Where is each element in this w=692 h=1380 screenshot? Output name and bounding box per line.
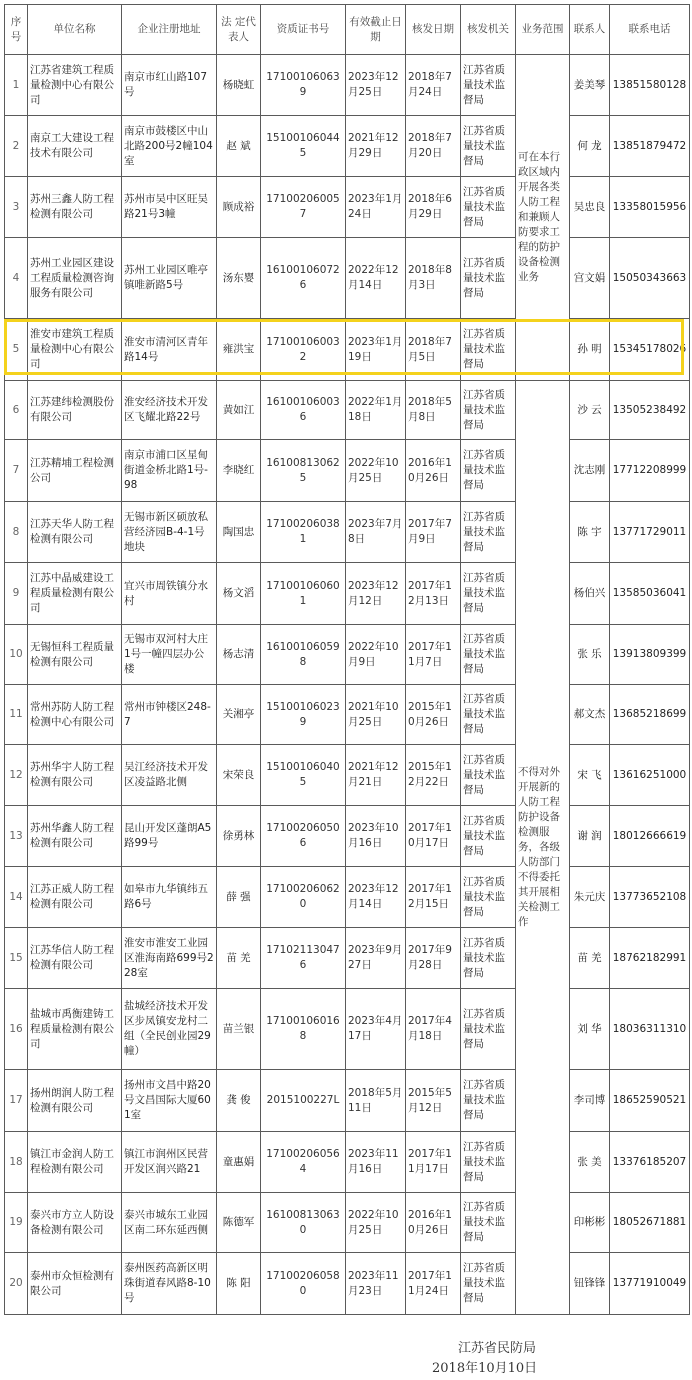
cell-issue-date: 2018年7月20日 — [406, 116, 461, 177]
cell-contact: 宋 飞 — [570, 745, 610, 806]
cell-no: 13 — [5, 806, 28, 867]
cell-issue-date: 2018年5月8日 — [406, 381, 461, 440]
cell-certificate: 151001060445 — [261, 116, 346, 177]
cell-expiry: 2022年12月14日 — [346, 238, 406, 319]
cell-contact: 李司博 — [570, 1070, 610, 1132]
table-row — [5, 1253, 690, 1315]
cell-address: 淮安经济技术开发区飞耀北路22号 — [122, 381, 217, 440]
cell-representative: 汤东婴 — [217, 238, 261, 319]
table-row — [5, 806, 690, 867]
cell-phone: 13358015956 — [610, 177, 690, 238]
cell-issue-date: 2017年12月13日 — [406, 563, 461, 625]
cell-contact: 何 龙 — [570, 116, 610, 177]
table-row — [5, 989, 690, 1070]
cell-phone: 13685218699 — [610, 685, 690, 745]
cell-representative: 徐勇林 — [217, 806, 261, 867]
cell-no: 8 — [5, 502, 28, 563]
cell-certificate: 171002060381 — [261, 502, 346, 563]
cell-contact: 苗 羌 — [570, 928, 610, 989]
cell-representative: 陈德军 — [217, 1193, 261, 1253]
cell-name: 江苏华信人防工程检测有限公司 — [28, 928, 122, 989]
cell-address: 无锡市双河村大庄1号一幢四层办公楼 — [122, 625, 217, 685]
header-certificate: 资质证书号 — [261, 5, 346, 55]
cell-expiry: 2023年10月16日 — [346, 806, 406, 867]
cell-authority: 江苏省质量技术监督局 — [461, 319, 516, 381]
table-row — [5, 563, 690, 625]
cell-address: 昆山开发区蓬朗A5路99号 — [122, 806, 217, 867]
cell-address: 扬州市文昌中路20号文昌国际大厦601室 — [122, 1070, 217, 1132]
cell-contact: 杨伯兴 — [570, 563, 610, 625]
cell-expiry: 2023年9月27日 — [346, 928, 406, 989]
cell-contact: 姜美琴 — [570, 55, 610, 116]
table-row — [5, 319, 690, 381]
footer-date: 2018年10月10日 — [432, 1361, 538, 1376]
cell-name: 江苏正威人防工程检测有限公司 — [28, 867, 122, 928]
cell-expiry: 2023年7月8日 — [346, 502, 406, 563]
header-authority: 核发机关 — [461, 5, 516, 55]
cell-phone: 13851879472 — [610, 116, 690, 177]
cell-expiry: 2023年1月19日 — [346, 319, 406, 381]
cell-phone: 13851580128 — [610, 55, 690, 116]
cell-contact: 张 乐 — [570, 625, 610, 685]
cell-certificate: 171001060168 — [261, 989, 346, 1070]
cell-authority: 江苏省质量技术监督局 — [461, 238, 516, 319]
cell-authority: 江苏省质量技术监督局 — [461, 440, 516, 502]
cell-certificate: 171002060620 — [261, 867, 346, 928]
cell-authority: 江苏省质量技术监督局 — [461, 685, 516, 745]
cell-issue-date: 2017年10月17日 — [406, 806, 461, 867]
cell-certificate: 151001060405 — [261, 745, 346, 806]
table-row — [5, 1132, 690, 1193]
cell-expiry: 2023年12月25日 — [346, 55, 406, 116]
cell-no: 5 — [5, 319, 28, 381]
table-header-row — [5, 5, 690, 55]
cell-authority: 江苏省质量技术监督局 — [461, 928, 516, 989]
cell-issue-date: 2018年7月24日 — [406, 55, 461, 116]
cell-name: 苏州华鑫人防工程检测有限公司 — [28, 806, 122, 867]
cell-contact: 谢 润 — [570, 806, 610, 867]
cell-address: 苏州工业园区唯亭镇唯新路5号 — [122, 238, 217, 319]
cell-expiry: 2022年1月18日 — [346, 381, 406, 440]
cell-phone: 18036311310 — [610, 989, 690, 1070]
header-scope: 业务范围 — [516, 5, 570, 55]
cell-certificate: 171021130476 — [261, 928, 346, 989]
table-row — [5, 867, 690, 928]
cell-representative: 雍洪宝 — [217, 319, 261, 381]
cell-phone: 13376185207 — [610, 1132, 690, 1193]
cell-certificate: 171002060506 — [261, 806, 346, 867]
cell-name: 镇江市金润人防工程检测有限公司 — [28, 1132, 122, 1193]
cell-contact: 吴忠良 — [570, 177, 610, 238]
cell-representative: 黄如江 — [217, 381, 261, 440]
cell-authority: 江苏省质量技术监督局 — [461, 502, 516, 563]
cell-contact: 钮锋锋 — [570, 1253, 610, 1315]
cell-name: 江苏省建筑工程质量检测中心有限公司 — [28, 55, 122, 116]
cell-expiry: 2022年10月25日 — [346, 1193, 406, 1253]
cell-expiry: 2021年12月21日 — [346, 745, 406, 806]
cell-expiry: 2021年12月29日 — [346, 116, 406, 177]
header-name: 单位名称 — [28, 5, 122, 55]
table-row — [5, 745, 690, 806]
cell-phone: 13505238492 — [610, 381, 690, 440]
cell-certificate: 161001060598 — [261, 625, 346, 685]
cell-certificate: 171002060564 — [261, 1132, 346, 1193]
cell-representative: 陈 阳 — [217, 1253, 261, 1315]
cell-name: 江苏精埔工程检测公司 — [28, 440, 122, 502]
cell-issue-date: 2015年5月12日 — [406, 1070, 461, 1132]
cell-representative: 苗兰银 — [217, 989, 261, 1070]
cell-no: 1 — [5, 55, 28, 116]
cell-expiry: 2023年11月23日 — [346, 1253, 406, 1315]
cell-address: 南京市浦口区星甸街道金桥北路1号-98 — [122, 440, 217, 502]
cell-expiry: 2023年12月14日 — [346, 867, 406, 928]
cell-phone: 18652590521 — [610, 1070, 690, 1132]
cell-authority: 江苏省质量技术监督局 — [461, 116, 516, 177]
cell-issue-date: 2017年11月24日 — [406, 1253, 461, 1315]
cell-no: 3 — [5, 177, 28, 238]
cell-authority: 江苏省质量技术监督局 — [461, 1193, 516, 1253]
cell-issue-date: 2015年10月26日 — [406, 685, 461, 745]
cell-name: 江苏天华人防工程检测有限公司 — [28, 502, 122, 563]
cell-no: 16 — [5, 989, 28, 1070]
cell-no: 12 — [5, 745, 28, 806]
cell-phone: 18012666619 — [610, 806, 690, 867]
cell-expiry: 2022年10月25日 — [346, 440, 406, 502]
cell-scope-group-b: 不得对外开展新的人防工程防护设备检测服务，各级人防部门不得委托其开展相关检测工作 — [516, 381, 570, 1315]
cell-address: 如皋市九华镇纬五路6号 — [122, 867, 217, 928]
cell-issue-date: 2017年11月7日 — [406, 625, 461, 685]
cell-issue-date: 2017年9月28日 — [406, 928, 461, 989]
cell-no: 2 — [5, 116, 28, 177]
cell-address: 宜兴市周铁镇分水村 — [122, 563, 217, 625]
cell-representative: 关湘亭 — [217, 685, 261, 745]
cell-name: 苏州三鑫人防工程检测有限公司 — [28, 177, 122, 238]
cell-certificate: 171001060032 — [261, 319, 346, 381]
cell-authority: 江苏省质量技术监督局 — [461, 989, 516, 1070]
cell-address: 南京市鼓楼区中山北路200号2幢104室 — [122, 116, 217, 177]
cell-authority: 江苏省质量技术监督局 — [461, 1070, 516, 1132]
cell-representative: 杨志清 — [217, 625, 261, 685]
header-expiry: 有效截止日期 — [346, 5, 406, 55]
cell-representative: 宋荣良 — [217, 745, 261, 806]
cell-contact: 刘 华 — [570, 989, 610, 1070]
cell-representative: 李晓红 — [217, 440, 261, 502]
cell-no: 19 — [5, 1193, 28, 1253]
cell-representative: 薛 强 — [217, 867, 261, 928]
cell-certificate: 171002060580 — [261, 1253, 346, 1315]
cell-representative: 龚 俊 — [217, 1070, 261, 1132]
cell-name: 江苏中晶威建设工程质量检测有限公司 — [28, 563, 122, 625]
table-row — [5, 928, 690, 989]
footer-organization: 江苏省民防局 — [458, 1341, 537, 1356]
cell-certificate: 171002060057 — [261, 177, 346, 238]
cell-no: 7 — [5, 440, 28, 502]
cell-no: 15 — [5, 928, 28, 989]
cell-issue-date: 2017年11月17日 — [406, 1132, 461, 1193]
cell-authority: 江苏省质量技术监督局 — [461, 745, 516, 806]
cell-address: 泰州医药高新区明珠街道春风路8-10号 — [122, 1253, 217, 1315]
cell-no: 14 — [5, 867, 28, 928]
cell-representative: 杨晓虹 — [217, 55, 261, 116]
table-row — [5, 685, 690, 745]
cell-no: 20 — [5, 1253, 28, 1315]
cell-phone: 13771729011 — [610, 502, 690, 563]
cell-certificate: 161001060726 — [261, 238, 346, 319]
cell-no: 17 — [5, 1070, 28, 1132]
cell-expiry: 2023年1月24日 — [346, 177, 406, 238]
cell-phone: 17712208999 — [610, 440, 690, 502]
cell-phone: 15050343663 — [610, 238, 690, 319]
cell-name: 江苏建纬检测股份有限公司 — [28, 381, 122, 440]
cell-phone: 18762182991 — [610, 928, 690, 989]
cell-representative: 顾成裕 — [217, 177, 261, 238]
cell-authority: 江苏省质量技术监督局 — [461, 1132, 516, 1193]
cell-name: 苏州华宇人防工程检测有限公司 — [28, 745, 122, 806]
cell-representative: 赵 斌 — [217, 116, 261, 177]
cell-expiry: 2023年4月17日 — [346, 989, 406, 1070]
cell-issue-date: 2017年7月9日 — [406, 502, 461, 563]
cell-name: 泰兴市方立人防设备检测有限公司 — [28, 1193, 122, 1253]
cell-phone: 13771910049 — [610, 1253, 690, 1315]
cell-scope-group-a: 可在本行政区域内开展各类人防工程和兼顾人防要求工程的防护设备检测业务 — [516, 55, 570, 381]
table-row — [5, 177, 690, 238]
header-phone: 联系电话 — [610, 5, 690, 55]
cell-representative: 陶国忠 — [217, 502, 261, 563]
header-issue-date: 核发日期 — [406, 5, 461, 55]
cell-authority: 江苏省质量技术监督局 — [461, 625, 516, 685]
cell-contact: 张 美 — [570, 1132, 610, 1193]
cell-expiry: 2022年10月9日 — [346, 625, 406, 685]
header-contact: 联系人 — [570, 5, 610, 55]
cell-issue-date: 2016年10月26日 — [406, 440, 461, 502]
table-row — [5, 381, 690, 440]
cell-contact: 沙 云 — [570, 381, 610, 440]
cell-authority: 江苏省质量技术监督局 — [461, 177, 516, 238]
cell-issue-date: 2018年7月5日 — [406, 319, 461, 381]
cell-contact: 朱元庆 — [570, 867, 610, 928]
cell-certificate: 151001060239 — [261, 685, 346, 745]
table-row — [5, 1070, 690, 1132]
cell-expiry: 2023年12月12日 — [346, 563, 406, 625]
cell-contact: 印彬彬 — [570, 1193, 610, 1253]
table-row — [5, 55, 690, 116]
cell-address: 淮安市淮安工业园区淮海南路699号228室 — [122, 928, 217, 989]
cell-address: 盐城经济技术开发区步凤镇安龙村二组（全民创业园29幢） — [122, 989, 217, 1070]
cell-name: 常州苏防人防工程检测中心有限公司 — [28, 685, 122, 745]
cell-certificate: 161001060036 — [261, 381, 346, 440]
cell-phone: 15345178026 — [610, 319, 690, 381]
cell-address: 吴江经济技术开发区凌益路北侧 — [122, 745, 217, 806]
table-row — [5, 1193, 690, 1253]
cell-contact: 孙 明 — [570, 319, 610, 381]
cell-address: 南京市红山路107号 — [122, 55, 217, 116]
cell-phone: 13616251000 — [610, 745, 690, 806]
cell-authority: 江苏省质量技术监督局 — [461, 867, 516, 928]
cell-name: 淮安市建筑工程质量检测中心有限公司 — [28, 319, 122, 381]
cell-expiry: 2023年11月16日 — [346, 1132, 406, 1193]
cell-issue-date: 2018年6月29日 — [406, 177, 461, 238]
cell-phone: 18052671881 — [610, 1193, 690, 1253]
cell-name: 扬州朗润人防工程检测有限公司 — [28, 1070, 122, 1132]
cell-address: 苏州市吴中区旺吴路21号3幢 — [122, 177, 217, 238]
cell-address: 泰兴市城东工业园区南二环东延西侧 — [122, 1193, 217, 1253]
cell-contact: 宫文娟 — [570, 238, 610, 319]
cell-name: 苏州工业园区建设工程质量检测咨询服务有限公司 — [28, 238, 122, 319]
cell-issue-date: 2017年12月15日 — [406, 867, 461, 928]
cell-phone: 13773652108 — [610, 867, 690, 928]
table-row — [5, 625, 690, 685]
cell-representative: 童惠娟 — [217, 1132, 261, 1193]
cell-certificate: 2015100227L — [261, 1070, 346, 1132]
cell-contact: 陈 宇 — [570, 502, 610, 563]
table-body — [5, 55, 690, 1315]
cell-contact: 郝文杰 — [570, 685, 610, 745]
cell-no: 10 — [5, 625, 28, 685]
header-address: 企业注册地址 — [122, 5, 217, 55]
cell-no: 18 — [5, 1132, 28, 1193]
cell-authority: 江苏省质量技术监督局 — [461, 55, 516, 116]
cell-certificate: 161008130630 — [261, 1193, 346, 1253]
cell-phone: 13913809399 — [610, 625, 690, 685]
cell-phone: 13585036041 — [610, 563, 690, 625]
cell-authority: 江苏省质量技术监督局 — [461, 806, 516, 867]
cell-issue-date: 2017年4月18日 — [406, 989, 461, 1070]
cell-issue-date: 2018年8月3日 — [406, 238, 461, 319]
cell-certificate: 171001060601 — [261, 563, 346, 625]
cell-no: 6 — [5, 381, 28, 440]
table-row — [5, 116, 690, 177]
cell-issue-date: 2015年12月22日 — [406, 745, 461, 806]
header-representative: 法 定代表人 — [217, 5, 261, 55]
cell-authority: 江苏省质量技术监督局 — [461, 563, 516, 625]
cell-address: 镇江市润州区民营开发区润兴路21 — [122, 1132, 217, 1193]
cell-representative: 杨文滔 — [217, 563, 261, 625]
cell-authority: 江苏省质量技术监督局 — [461, 1253, 516, 1315]
cell-name: 盐城市禹衡建铸工程质量检测有限公司 — [28, 989, 122, 1070]
cell-address: 常州市钟楼区248-7 — [122, 685, 217, 745]
table-row — [5, 502, 690, 563]
cell-certificate: 171001060639 — [261, 55, 346, 116]
cell-name: 无锡恒科工程质量检测有限公司 — [28, 625, 122, 685]
registry-table — [4, 4, 690, 1315]
cell-issue-date: 2016年10月26日 — [406, 1193, 461, 1253]
cell-expiry: 2021年10月25日 — [346, 685, 406, 745]
cell-address: 淮安市清河区青年路14号 — [122, 319, 217, 381]
cell-authority: 江苏省质量技术监督局 — [461, 381, 516, 440]
cell-name: 南京工大建设工程技术有限公司 — [28, 116, 122, 177]
cell-address: 无锡市新区硕放私营经济园B-4-1号地块 — [122, 502, 217, 563]
table-row — [5, 440, 690, 502]
cell-no: 4 — [5, 238, 28, 319]
table-row — [5, 238, 690, 319]
cell-contact: 沈志刚 — [570, 440, 610, 502]
cell-no: 9 — [5, 563, 28, 625]
header-no: 序号 — [5, 5, 28, 55]
cell-representative: 苗 羌 — [217, 928, 261, 989]
cell-expiry: 2018年5月11日 — [346, 1070, 406, 1132]
cell-no: 11 — [5, 685, 28, 745]
cell-name: 泰州市众恒检测有限公司 — [28, 1253, 122, 1315]
cell-certificate: 161008130625 — [261, 440, 346, 502]
